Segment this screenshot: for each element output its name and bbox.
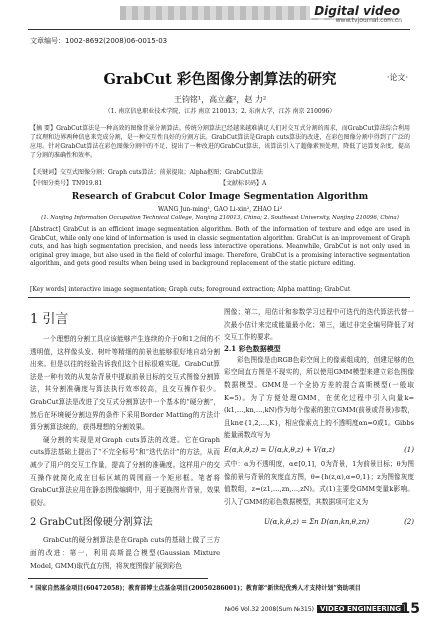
authors: 王钧铭¹，高立鑫²，赵 力²	[173, 95, 267, 104]
keywords-zh: 【关键词】交互式图像分割；Graph cuts算法；前景提取；Alpha抠图；GrabCut算法	[30, 169, 264, 176]
classification-number: 【中图分类号】TN919.81	[30, 180, 103, 187]
section-2-1-paragraph: 彩色图像是由RGB色彩空间上的像素组成的，创建足够的色彩空间直方图是不现实的，所以使用GMM模型来建立彩色图像数据模型。GMM是一个全协方差的混合高斯模型(一般取K=5)。为了方便处理GMM，在优化过程中引入向量k=(k1,…,kn,…,kN)作为每个像素的独立GMM(前景或背景)参数，且kn∈{1,2,…,K}，相应像素点上的不透明度αn=0或1。Gibbs能量函数改写为	[224, 355, 414, 440]
section-1-paragraph: 硬分割的实现是对Graph cuts算法的改进。它在Graph cuts算法基础上提出了“不完全标号”和“迭代估计”的方法，从而减少了用户的交互工作量，提高了分割的准确度。这样用户的交互操作就简化成在目标区域的周围画一个矩形框。笔者将GrabCut算法应用在静态图像编辑中，用于更换图片背景，效果很好。	[30, 435, 220, 507]
page-number: 15	[400, 601, 420, 617]
english-authors: WANG Jun-ming¹, GAO Li-xin², ZHAO Li²	[158, 206, 282, 213]
paper-title: GrabCut 彩色图像分割算法的研究	[103, 71, 337, 88]
equation-2-body: U(α,k,θ,z) = Σn D(αn,kn,θ,zn)	[264, 518, 370, 527]
funding-footnote: * 国家自然基金项目(60472058)；教育部博士点基金项目(20050286001)；教育部“新世纪优秀人才支持计划”资助项目	[30, 585, 361, 592]
equation-1	[224, 446, 414, 454]
magazine-name: Digital video	[310, 4, 404, 18]
equation-1-number: (1)	[404, 445, 414, 454]
equation-2-number: (2)	[404, 518, 414, 527]
journal-name: VIDEO ENGINEERING	[317, 605, 404, 613]
magazine-website: www.tvjournal.com.cn	[335, 17, 402, 24]
header-rule	[28, 29, 410, 30]
equation-1-body: E(α,k,θ,z) = U(α,k,θ,z) + V(α,z)	[224, 445, 335, 454]
english-title: Research of Grabcut Color Image Segmentation Algorithm	[71, 192, 369, 202]
document-code: 【文献标识码】A	[220, 180, 267, 187]
page-footer	[225, 605, 404, 613]
affiliation: （1. 南京信息职业技术学院，江苏 南京 210013；2. 东南大学，江苏 南京 210096）	[104, 108, 336, 115]
article-number: 文章编号：1002-8692(2008)06-0015-03	[30, 37, 168, 45]
equation-2	[224, 518, 414, 526]
section-1-heading: 1 引言	[30, 312, 69, 327]
section-2-heading: 2 GrabCut图像硬分割算法	[30, 517, 153, 529]
abstract-en: [Abstract] GrabCut is an efficient image segmentation algorithm. Both of the information of texture and edge are used in GrabCut, while only one kind of information is used in classic segmentation algorithm. GrabCut is an improvement of Graph cuts, and has high segmentation precision, and needs less interactive operations. Meanwhile, GrabCut is not only used in original grey image, but also used in the field of colorful image. Therefore, GrabCut is a promising interactive segmentation algorithm, and gets good results when being used in background replacement of the static picture editing.	[30, 226, 410, 268]
abstract-rule	[28, 297, 410, 298]
section-2-1-paragraph: 式中：α为不透明度，α∈[0,1]，0为背景，1为前景目标；θ为图像前景与背景的灰度直方图，θ={h(z,α),α=0,1}；z为图像灰度值数组，z=(z1,…,zn,…,zN)。式(1)主要受GMM变量k影响。引入了GMM的彩色数据模型，其数据项可定义为	[224, 459, 414, 506]
footnote-rule	[28, 578, 208, 579]
body-right-column	[224, 306, 414, 536]
abstract-zh: 【摘 要】GrabCut算法是一种高效的图像背景分割算法。传统分割算法已经越来越难满足人们对交互式分割的需求，而GrabCut算法综合利用了纹理和边界两种信息来完成分割，是一种交互性良好的分割方法。GrabCut算法是Graph cuts算法的改进，在彩色图像分割中得到了广泛的应用。针对GrabCut算法在彩色图像分割中的不足，提出了一种改进的GrabCut算法，该算法引入了超像素预处理，降低了运算复杂度，提高了分割的准确性和效率。	[30, 125, 410, 159]
journal-header	[0, 0, 440, 24]
issue-info: №06 Vol.32 2008(Sum №315)	[224, 605, 314, 613]
section-tag: ·论文·	[386, 73, 408, 82]
section-2-1-heading: 2.1 彩色数据模型	[224, 343, 281, 353]
section-1-paragraph: 一个理想的分割工具应该能够产生连续的介于0和1之间的不透明值，这样像头发、树叶等精细的前景也能够很好地自动分割出来。但是以往的经验告诉我们这个目标很难实现。GrabCut算法是一种有效的从复杂背景中提取前景目标的交互式图像分割算法，其分割准确度与算法执行效率较高，且交互操作很少。GrabCut算法是改进了交互式分割算法中一个基本的“硬分割”，然后在环境硬分割边界的条件下采用Border Matting的方法计算分割算法统的，获得理想的分割效果。	[30, 335, 220, 432]
continued-paragraph: 图像；第二，用估计和参数学习过程中可迭代的迭代算法代替一次最小估计来完成能量最小化；第三，通过非完全编号降低了对交互工作的要求。	[224, 308, 414, 342]
keywords-en: [Key words] interactive image segmentation; Graph cuts; foreground extraction; Alpha matting; GrabCut	[30, 286, 351, 293]
english-affiliation: (1. Nanjing Information Occupation Technical College, Nanjing 210013, China; 2. Southeast University, Nanjing 210096, China)	[41, 215, 399, 221]
section-2-paragraph: GrabCut的硬分割算法是在Graph cuts的基础上做了三方面的改进：第一，利用高斯混合模型(Gaussian Mixture Model, GMM)取代直方图，将灰度图像扩展到彩色	[30, 536, 220, 570]
body-left-column	[30, 306, 220, 572]
